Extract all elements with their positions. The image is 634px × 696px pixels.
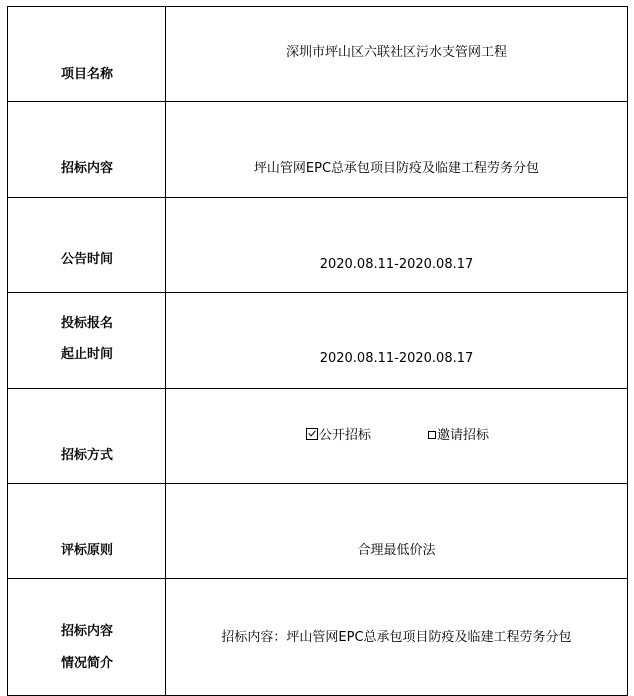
option-invited-tender[interactable] — [428, 427, 489, 445]
label-cell-registration-period — [8, 293, 166, 388]
label-registration-line1: 投标报名 — [60, 316, 113, 332]
value-cell-tender-method — [166, 388, 628, 483]
option-open-tender-label: 公开招标 — [319, 427, 372, 443]
row-evaluation-principle — [8, 484, 628, 579]
label-tender-content: 招标内容 — [60, 161, 113, 177]
value-project-name: 深圳市坪山区六联社区污水支管网工程 — [285, 45, 507, 60]
row-announcement-time — [8, 197, 628, 292]
option-open-tender[interactable] — [306, 427, 371, 445]
value-evaluation-principle: 合理最低价法 — [357, 543, 436, 559]
value-cell-evaluation-principle — [166, 484, 628, 579]
label-announcement-time: 公告时间 — [60, 251, 113, 267]
tender-info-table — [7, 6, 628, 696]
label-cell-evaluation-principle — [8, 484, 166, 579]
value-cell-announcement-time — [166, 197, 628, 292]
label-cell-tender-summary — [8, 579, 166, 696]
label-summary-line2: 情况简介 — [60, 656, 113, 672]
label-registration-line2: 起止时间 — [60, 347, 113, 363]
row-tender-method — [8, 388, 628, 483]
label-summary-line1: 招标内容 — [60, 624, 113, 640]
value-cell-project-name — [166, 7, 628, 102]
unchecked-checkbox-icon[interactable] — [428, 431, 436, 439]
value-announcement-time: 2020.08.11-2020.08.17 — [319, 256, 474, 272]
row-project-name — [8, 7, 628, 102]
row-tender-content — [8, 102, 628, 197]
value-registration-period: 2020.08.11-2020.08.17 — [319, 351, 474, 367]
label-evaluation-principle: 评标原则 — [60, 543, 113, 559]
label-project-name: 项目名称 — [60, 67, 113, 82]
value-tender-content: 坪山管网EPC总承包项目防疫及临建工程劳务分包 — [253, 161, 540, 177]
label-cell-tender-content — [8, 102, 166, 197]
value-cell-tender-summary — [166, 579, 628, 696]
row-tender-summary — [8, 579, 628, 696]
label-cell-tender-method — [8, 388, 166, 483]
label-cell-project-name — [8, 7, 166, 102]
label-tender-method: 招标方式 — [60, 447, 113, 463]
value-tender-summary: 招标内容：坪山管网EPC总承包项目防疫及临建工程劳务分包 — [221, 630, 572, 646]
option-invited-tender-label: 邀请招标 — [437, 427, 490, 443]
value-cell-registration-period — [166, 293, 628, 388]
row-registration-period — [8, 293, 628, 388]
checked-checkbox-icon[interactable] — [306, 428, 318, 440]
label-cell-announcement-time — [8, 197, 166, 292]
value-cell-tender-content — [166, 102, 628, 197]
